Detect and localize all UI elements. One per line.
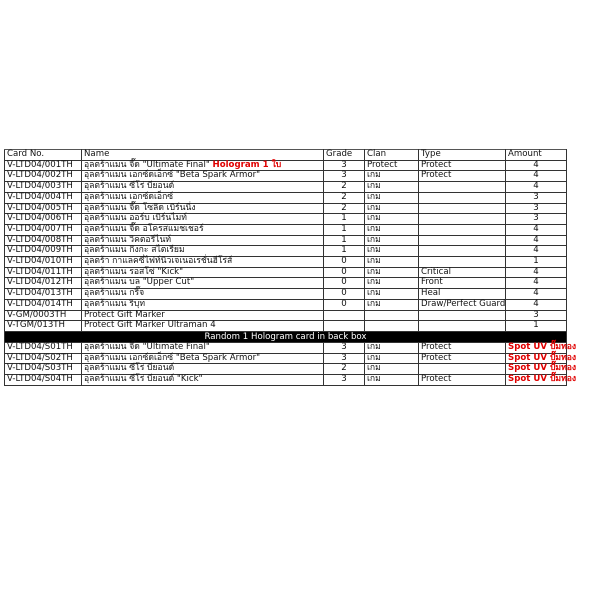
grade-cell: 1 [324, 224, 365, 235]
header-grade: Grade [324, 150, 365, 161]
amount-cell: 4 [506, 278, 567, 289]
card-name: อุลตร้าแมน กริ๊จ [84, 288, 145, 299]
header-name: Name [82, 150, 324, 161]
amount-cell: 4 [506, 182, 567, 193]
type-cell [419, 321, 506, 332]
clan-cell: เกม [365, 278, 419, 289]
hologram-banner: Random 1 Hologram card in back box [5, 331, 567, 342]
grade-cell: 0 [324, 267, 365, 278]
card-no-cell: V-LTD04/002TH [5, 171, 82, 182]
grade-cell: 3 [324, 160, 365, 171]
card-no-cell: V-LTD04/005TH [5, 203, 82, 214]
name-cell [82, 171, 324, 182]
amount-cell: 4 [506, 235, 567, 246]
table-row [5, 171, 567, 182]
spot-row [5, 375, 567, 386]
type-cell [419, 246, 506, 257]
amount-cell: 4 [506, 289, 567, 300]
type-cell [419, 364, 506, 375]
card-no-cell: V-LTD04/S04TH [5, 375, 82, 386]
card-name: อุลตร้าแมน จี๊ด โซลิด เบิร์นนิ่ง [84, 202, 196, 213]
name-cell: อุลตร้าแมน จี๊ด "Ultimate Final" [82, 342, 324, 353]
amount-cell: 3 [506, 203, 567, 214]
type-cell [419, 224, 506, 235]
hologram-note: Hologram 1 ใบ [212, 159, 282, 170]
spot-row [5, 342, 567, 353]
card-no-cell: V-LTD04/S03TH [5, 364, 82, 375]
type-cell: Heal [419, 289, 506, 300]
card-name: Protect Gift Marker [84, 309, 165, 320]
card-name: อุลตร้าแมน เอกซ์ดเอ็กซ์ "Beta Spark Armor" [84, 170, 261, 181]
type-cell: Critical [419, 267, 506, 278]
grade-cell: 0 [324, 278, 365, 289]
amount-cell: 1 [506, 321, 567, 332]
type-cell [419, 192, 506, 203]
grade-cell [324, 321, 365, 332]
spot-uv-cell: Spot UV ปั๊มทอง [506, 364, 567, 375]
type-cell: Protect [419, 342, 506, 353]
table-row [5, 321, 567, 332]
clan-cell: เกม [365, 342, 419, 353]
type-cell: Front [419, 278, 506, 289]
grade-cell: 0 [324, 299, 365, 310]
card-no-cell: V-LTD04/S02TH [5, 353, 82, 364]
name-cell [82, 224, 324, 235]
header-amount: Amount [506, 150, 567, 161]
card-list-table [4, 149, 577, 386]
name-cell [82, 257, 324, 268]
grade-cell: 0 [324, 257, 365, 268]
table-row [5, 289, 567, 300]
name-cell [82, 246, 324, 257]
grade-cell: 3 [324, 375, 365, 386]
amount-cell: 4 [506, 246, 567, 257]
name-cell [82, 321, 324, 332]
clan-cell: เกม [365, 171, 419, 182]
card-name: Protect Gift Marker Ultraman 4 [84, 320, 216, 331]
clan-cell [365, 321, 419, 332]
clan-cell: เกม [365, 182, 419, 193]
amount-cell: 4 [506, 171, 567, 182]
header-clan: Clan [365, 150, 419, 161]
table-row [5, 246, 567, 257]
card-no-cell: V-LTD04/011TH [5, 267, 82, 278]
type-cell [419, 235, 506, 246]
amount-cell: 4 [506, 299, 567, 310]
clan-cell [365, 310, 419, 321]
clan-cell: เกม [365, 289, 419, 300]
card-name: อุลตร้าแมน รอสโซ่ "Kick" [84, 266, 184, 277]
card-no-cell: V-GM/0003TH [5, 310, 82, 321]
card-no-cell: V-LTD04/009TH [5, 246, 82, 257]
card-name: อุลตร้าแมน วิคตอรีไนท์ [84, 234, 172, 245]
amount-cell: 3 [506, 192, 567, 203]
name-cell: อุลตร้าแมน ซีโร่ บียอนด์ [82, 364, 324, 375]
type-cell: Protect [419, 160, 506, 171]
name-cell: อุลตร้าแมน ซีโร่ บียอนด์ "Kick" [82, 375, 324, 386]
clan-cell: เกม [365, 353, 419, 364]
amount-cell: 4 [506, 160, 567, 171]
table-row [5, 257, 567, 268]
card-no-cell: V-LTD04/003TH [5, 182, 82, 193]
banner-row [5, 331, 567, 342]
amount-cell: 4 [506, 267, 567, 278]
table-row [5, 299, 567, 310]
grade-cell: 0 [324, 289, 365, 300]
type-cell [419, 182, 506, 193]
name-cell [82, 299, 324, 310]
clan-cell: เกม [365, 257, 419, 268]
type-cell: Protect [419, 375, 506, 386]
amount-cell: 1 [506, 257, 567, 268]
table-row [5, 224, 567, 235]
card-no-cell: V-LTD04/004TH [5, 192, 82, 203]
card-no-cell: V-LTD04/010TH [5, 257, 82, 268]
grade-cell: 2 [324, 203, 365, 214]
grade-cell: 3 [324, 353, 365, 364]
type-cell: Protect [419, 353, 506, 364]
card-no-cell: V-LTD04/006TH [5, 214, 82, 225]
card-name: อุลตร้าแมน จี๊ด "Ultimate Final" [84, 159, 210, 170]
grade-cell: 1 [324, 235, 365, 246]
type-cell: Protect [419, 171, 506, 182]
amount-cell: 4 [506, 224, 567, 235]
name-cell [82, 182, 324, 193]
header-row [5, 150, 567, 161]
card-name: อุลตร้าแมน กิงกะ สไตเรียม [84, 245, 185, 256]
card-name: อุลตร้าแมน เอกซ์ดเอ็กซ์ [84, 191, 174, 202]
card-no-cell: V-LTD04/S01TH [5, 342, 82, 353]
grade-cell [324, 310, 365, 321]
header-type: Type [419, 150, 506, 161]
spot-row [5, 364, 567, 375]
card-name: อุลตร้าแมน จี๊ด อโครสแมชเชอร์ [84, 223, 204, 234]
grade-cell: 1 [324, 246, 365, 257]
card-no-cell: V-LTD04/013TH [5, 289, 82, 300]
card-no-cell: V-LTD04/012TH [5, 278, 82, 289]
clan-cell: เกม [365, 246, 419, 257]
grade-cell: 3 [324, 342, 365, 353]
grade-cell: 2 [324, 182, 365, 193]
clan-cell: เกม [365, 224, 419, 235]
clan-cell: Protect [365, 160, 419, 171]
grade-cell: 3 [324, 171, 365, 182]
type-cell [419, 203, 506, 214]
grade-cell: 1 [324, 214, 365, 225]
clan-cell: เกม [365, 299, 419, 310]
card-no-cell: V-LTD04/014TH [5, 299, 82, 310]
spot-uv-cell: Spot UV ปั๊มทอง [506, 353, 567, 364]
name-cell: อุลตร้าแมน เอกซ์ดเอ็กซ์ "Beta Spark Armor" [82, 353, 324, 364]
card-name: อุลตร้า กาแลคซี่ไฟท์นิวเจเนอเรชั่นฮีโร่ส์ [84, 256, 233, 267]
clan-cell: เกม [365, 364, 419, 375]
name-cell [82, 310, 324, 321]
card-no-cell: V-LTD04/007TH [5, 224, 82, 235]
type-cell [419, 257, 506, 268]
amount-cell: 3 [506, 310, 567, 321]
clan-cell: เกม [365, 192, 419, 203]
name-cell [82, 289, 324, 300]
type-cell [419, 310, 506, 321]
clan-cell: เกม [365, 203, 419, 214]
header-card-no: Card No. [5, 150, 82, 161]
name-cell [82, 214, 324, 225]
card-name: อุลตร้าแมน ซีโร่ บียอนด์ [84, 181, 175, 192]
name-cell [82, 192, 324, 203]
table-row [5, 182, 567, 193]
card-name: อุลตร้าแมน บล "Upper Cut" [84, 277, 195, 288]
card-name: อุลตร้าแมน ริบุท [84, 298, 145, 309]
clan-cell: เกม [365, 214, 419, 225]
grade-cell: 2 [324, 192, 365, 203]
card-list-body [5, 149, 577, 386]
grade-cell: 2 [324, 364, 365, 375]
table-row [5, 310, 567, 321]
card-no-cell: V-LTD04/008TH [5, 235, 82, 246]
spot-uv-cell: Spot UV ปั๊มทอง [506, 375, 567, 386]
table-row [5, 192, 567, 203]
clan-cell: เกม [365, 235, 419, 246]
clan-cell: เกม [365, 267, 419, 278]
type-cell [419, 214, 506, 225]
card-no-cell: V-TGM/013TH [5, 321, 82, 332]
type-cell: Draw/Perfect Guard [419, 299, 506, 310]
card-name: อุลตร้าแมน ออร์บ เบิร์นไมท์ [84, 213, 187, 224]
amount-cell: 3 [506, 214, 567, 225]
card-no-cell: V-LTD04/001TH [5, 160, 82, 171]
clan-cell: เกม [365, 375, 419, 386]
spot-uv-cell: Spot UV ปั๊มทอง [506, 342, 567, 353]
table-row [5, 214, 567, 225]
